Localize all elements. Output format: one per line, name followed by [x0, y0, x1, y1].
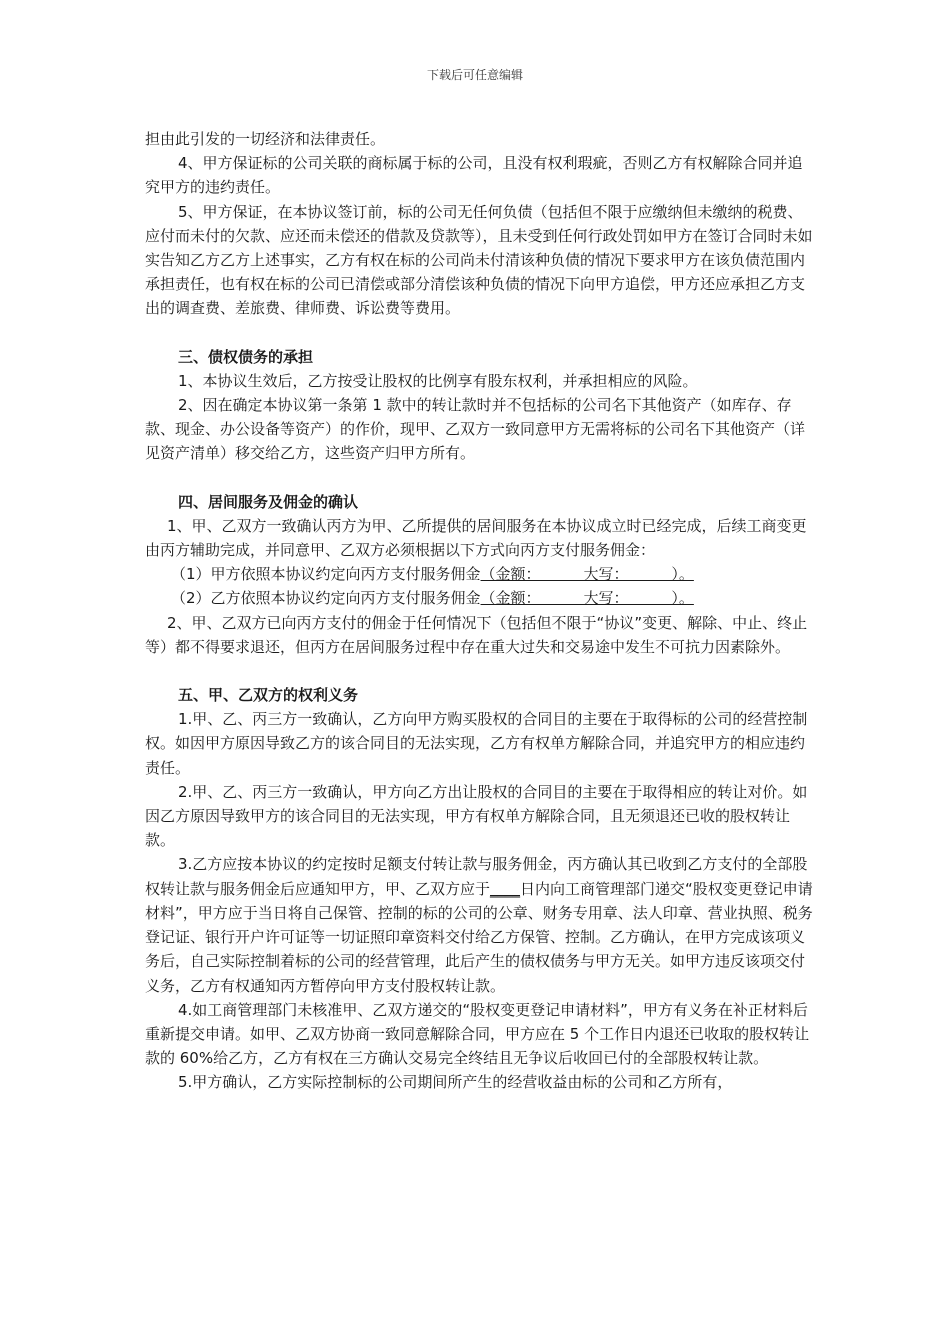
paragraph: 1、本协议生效后，乙方按受让股权的比例享有股东权利，并承担相应的风险。	[178, 371, 698, 390]
paragraph	[145, 852, 817, 997]
paragraph: 5、甲方保证，在本协议签订前，标的公司无任何负债（包括但不限于应缴纳但未缴纳的税费、应付而未付的欠款、应还而未偿还的借款及贷款等），且未受到任何行政处罚如甲方在签订合同时未如实告知乙方乙方上述事实，乙方有权在标的公司尚未付清该种负债的情况下要求甲方在该负债范围内承担责任，也有权在标的公司已清偿或部分清偿该种负债的情况下向甲方追偿，甲方还应承担乙方支出的调查费、差旅费、律师费、诉讼费等费用。	[145, 202, 813, 318]
section-heading-5: 五、甲、乙双方的权利义务	[178, 686, 359, 705]
paragraph: 2、因在确定本协议第一条第 1 款中的转让款时并不包括标的公司名下其他资产（如库存、存款、现金、办公设备等资产）的作价，现甲、乙双方一致同意甲方无需将标的公司名下其他资产（详见资产清单）移交给乙方，这些资产归甲方所有。	[145, 396, 806, 463]
paragraph: 1.甲、乙、丙三方一致确认，乙方向甲方购买股权的合同目的主要在于取得标的公司的经营控制权。如因甲方原因导致乙方的该合同目的无法实现，乙方有权单方解除合同，并追究甲方的相应违约责任。	[145, 710, 808, 777]
paragraph: 2.甲、乙、丙三方一致确认，甲方向乙方出让股权的合同目的主要在于取得相应的转让对价。如因乙方原因导致甲方的该合同目的无法实现，甲方有权单方解除合同，且无须退还已收的股权转让款。	[145, 782, 808, 850]
days-blank: ____	[490, 879, 521, 898]
paragraph	[145, 562, 817, 586]
section-heading-4: 四、居间服务及佣金的确认	[178, 492, 359, 511]
page-header: 下载后可任意编辑	[426, 68, 523, 82]
paragraph: 4.如工商管理部门未核准甲、乙双方递交的“股权变更登记申请材料”，甲方有义务在补正材料后重新提交申请。如甲、乙双方协商一致同意解除合同，甲方应在 5 个工作日内退还已收取的股权转让款的 60%给乙方，乙方有权在三方确认交易完全终结且无争议后收回已付的全部股权转让款。	[145, 1000, 810, 1068]
commission-item-2: （2）乙方依照本协议约定向丙方支付服务佣金	[171, 589, 481, 608]
clause-text: 日内向工商管理部门递交“股权变更登记申请材料”，甲方应于当日将自己保管、控制的标的公司的公章、财务专用章、法人印章、营业执照、税务登记证、银行开户许可证等一切证照印章资料交付给乙方保管、控制。乙方确认，在甲方完成该项义务后，自己实际控制着标的公司的经营管理，此后产生的债权债务与甲方无关。如甲方违反该项交付义务，乙方有权通知丙方暂停向甲方支付股权转让款。	[145, 879, 813, 995]
commission-item-1: （1）甲方依照本协议约定向丙方支付服务佣金	[171, 565, 481, 584]
paragraph: 4、甲方保证标的公司关联的商标属于标的公司，且没有权利瑕疵，否则乙方有权解除合同并追究甲方的违约责任。	[145, 154, 803, 197]
paragraph: 5.甲方确认，乙方实际控制标的公司期间所产生的经营收益由标的公司和乙方所有，	[178, 1073, 733, 1092]
commission-amount-blank-1: （金额： 大写： ）。	[480, 565, 694, 584]
paragraph: 2、甲、乙双方已向丙方支付的佣金于任何情况下（包括但不限于“协议”变更、解除、中止、终止等）都不得要求退还，但丙方在居间服务过程中存在重大过失和交易途中发生不可抗力因素除外。	[145, 613, 808, 656]
paragraph	[145, 586, 817, 610]
paragraph: 1、甲、乙双方一致确认丙方为甲、乙所提供的居间服务在本协议成立时已经完成，后续工商变更由丙方辅助完成，并同意甲、乙双方必须根据以下方式向丙方支付服务佣金：	[145, 516, 807, 560]
commission-amount-blank-2: （金额： 大写： ）。	[480, 589, 694, 608]
section-heading-3: 三、债权债务的承担	[178, 347, 314, 366]
document-body	[145, 127, 817, 1095]
paragraph: 担由此引发的一切经济和法律责任。	[145, 130, 386, 148]
clause-text: 3.乙方应按本协议的约定按时足额支付转让款与服务佣金，丙方确认其已收到乙方支付的全部股权转让款与服务佣金后应通知甲方，甲、乙双方应于	[145, 855, 808, 898]
